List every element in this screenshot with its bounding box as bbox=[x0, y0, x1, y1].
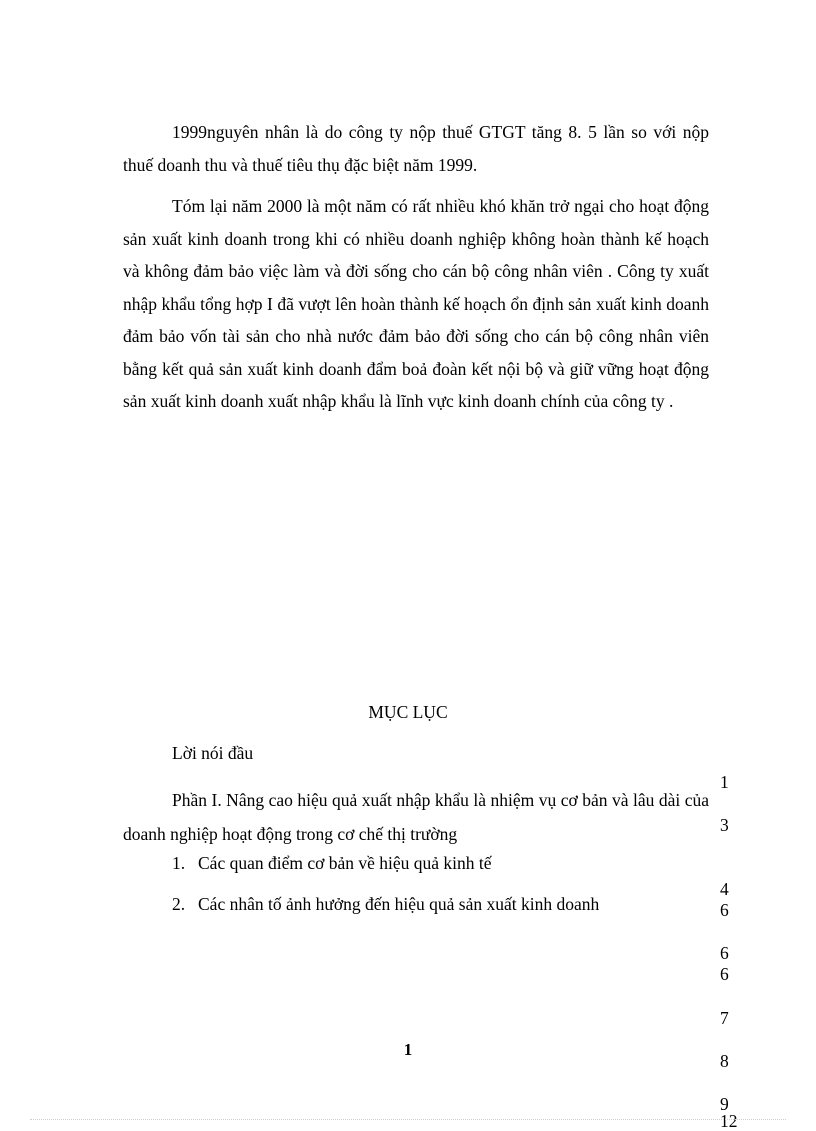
toc-entry-item bbox=[172, 894, 599, 915]
toc-page-number: 8 bbox=[720, 1051, 729, 1071]
body-paragraph bbox=[123, 190, 709, 418]
toc-entry-item bbox=[172, 853, 492, 874]
body-paragraph bbox=[123, 116, 709, 181]
paragraph-text: Tóm lại năm 2000 là một năm có rất nhiều khó khăn trở ngại cho hoạt động sản xuất kinh doanh trong khi có nhiều doanh nghiệp không hoàn thành kế hoạch và không đảm bảo việc làm và đời sống cho cán bộ công nhân viên . Công ty xuất nhập khẩu tổng hợp I đã vượt lên hoàn thành kế hoạch ổn định sản xuất kinh doanh đảm bảo vốn tài sản cho nhà nước đảm bảo đời sống cho cán bộ công nhân viên bằng kết quả sản xuất kinh doanh đẩm boả đoàn kết nội bộ và giữ vững hoạt động sản xuất kinh doanh xuất nhập khẩu là lĩnh vực kinh doanh chính của công ty . bbox=[123, 196, 709, 411]
page-footer-number: 1 bbox=[403, 1040, 413, 1059]
toc-page-number: 6 bbox=[720, 900, 729, 920]
paragraph-text: 1999nguyên nhân là do công ty nộp thuế GTGT tăng 8. 5 lần so với nộp thuế doanh thu và thuế tiêu thụ đặc biệt năm 1999. bbox=[123, 122, 709, 175]
toc-item-label: Các quan điểm cơ bản về hiệu quả kinh tế bbox=[198, 853, 492, 873]
toc-page-number: 4 bbox=[720, 879, 729, 899]
toc-page-number: 6 bbox=[720, 964, 729, 984]
toc-page-number: 1 bbox=[720, 772, 729, 792]
toc-page-number: 7 bbox=[720, 1008, 729, 1028]
page-bottom-divider bbox=[30, 1119, 786, 1120]
toc-page-number: 3 bbox=[720, 815, 729, 835]
toc-page-number: 6 bbox=[720, 943, 729, 963]
toc-item-number: 1. bbox=[172, 853, 186, 873]
toc-page-number: 12 bbox=[720, 1111, 738, 1131]
toc-item-label: Các nhân tố ảnh hưởng đến hiệu quả sản xuất kinh doanh bbox=[198, 894, 600, 914]
toc-entry-part1 bbox=[123, 783, 709, 851]
toc-entry-text: Phần I. Nâng cao hiệu quả xuất nhập khẩu là nhiệm vụ cơ bản và lâu dài của doanh nghiệp hoạt động trong cơ chế thị trường bbox=[123, 790, 709, 844]
toc-title: MỤC LỤC bbox=[368, 702, 448, 722]
toc-entry-intro: Lời nói đầu bbox=[172, 743, 254, 763]
toc-page-number: 9 bbox=[720, 1094, 729, 1114]
toc-item-number: 2. bbox=[172, 894, 186, 914]
